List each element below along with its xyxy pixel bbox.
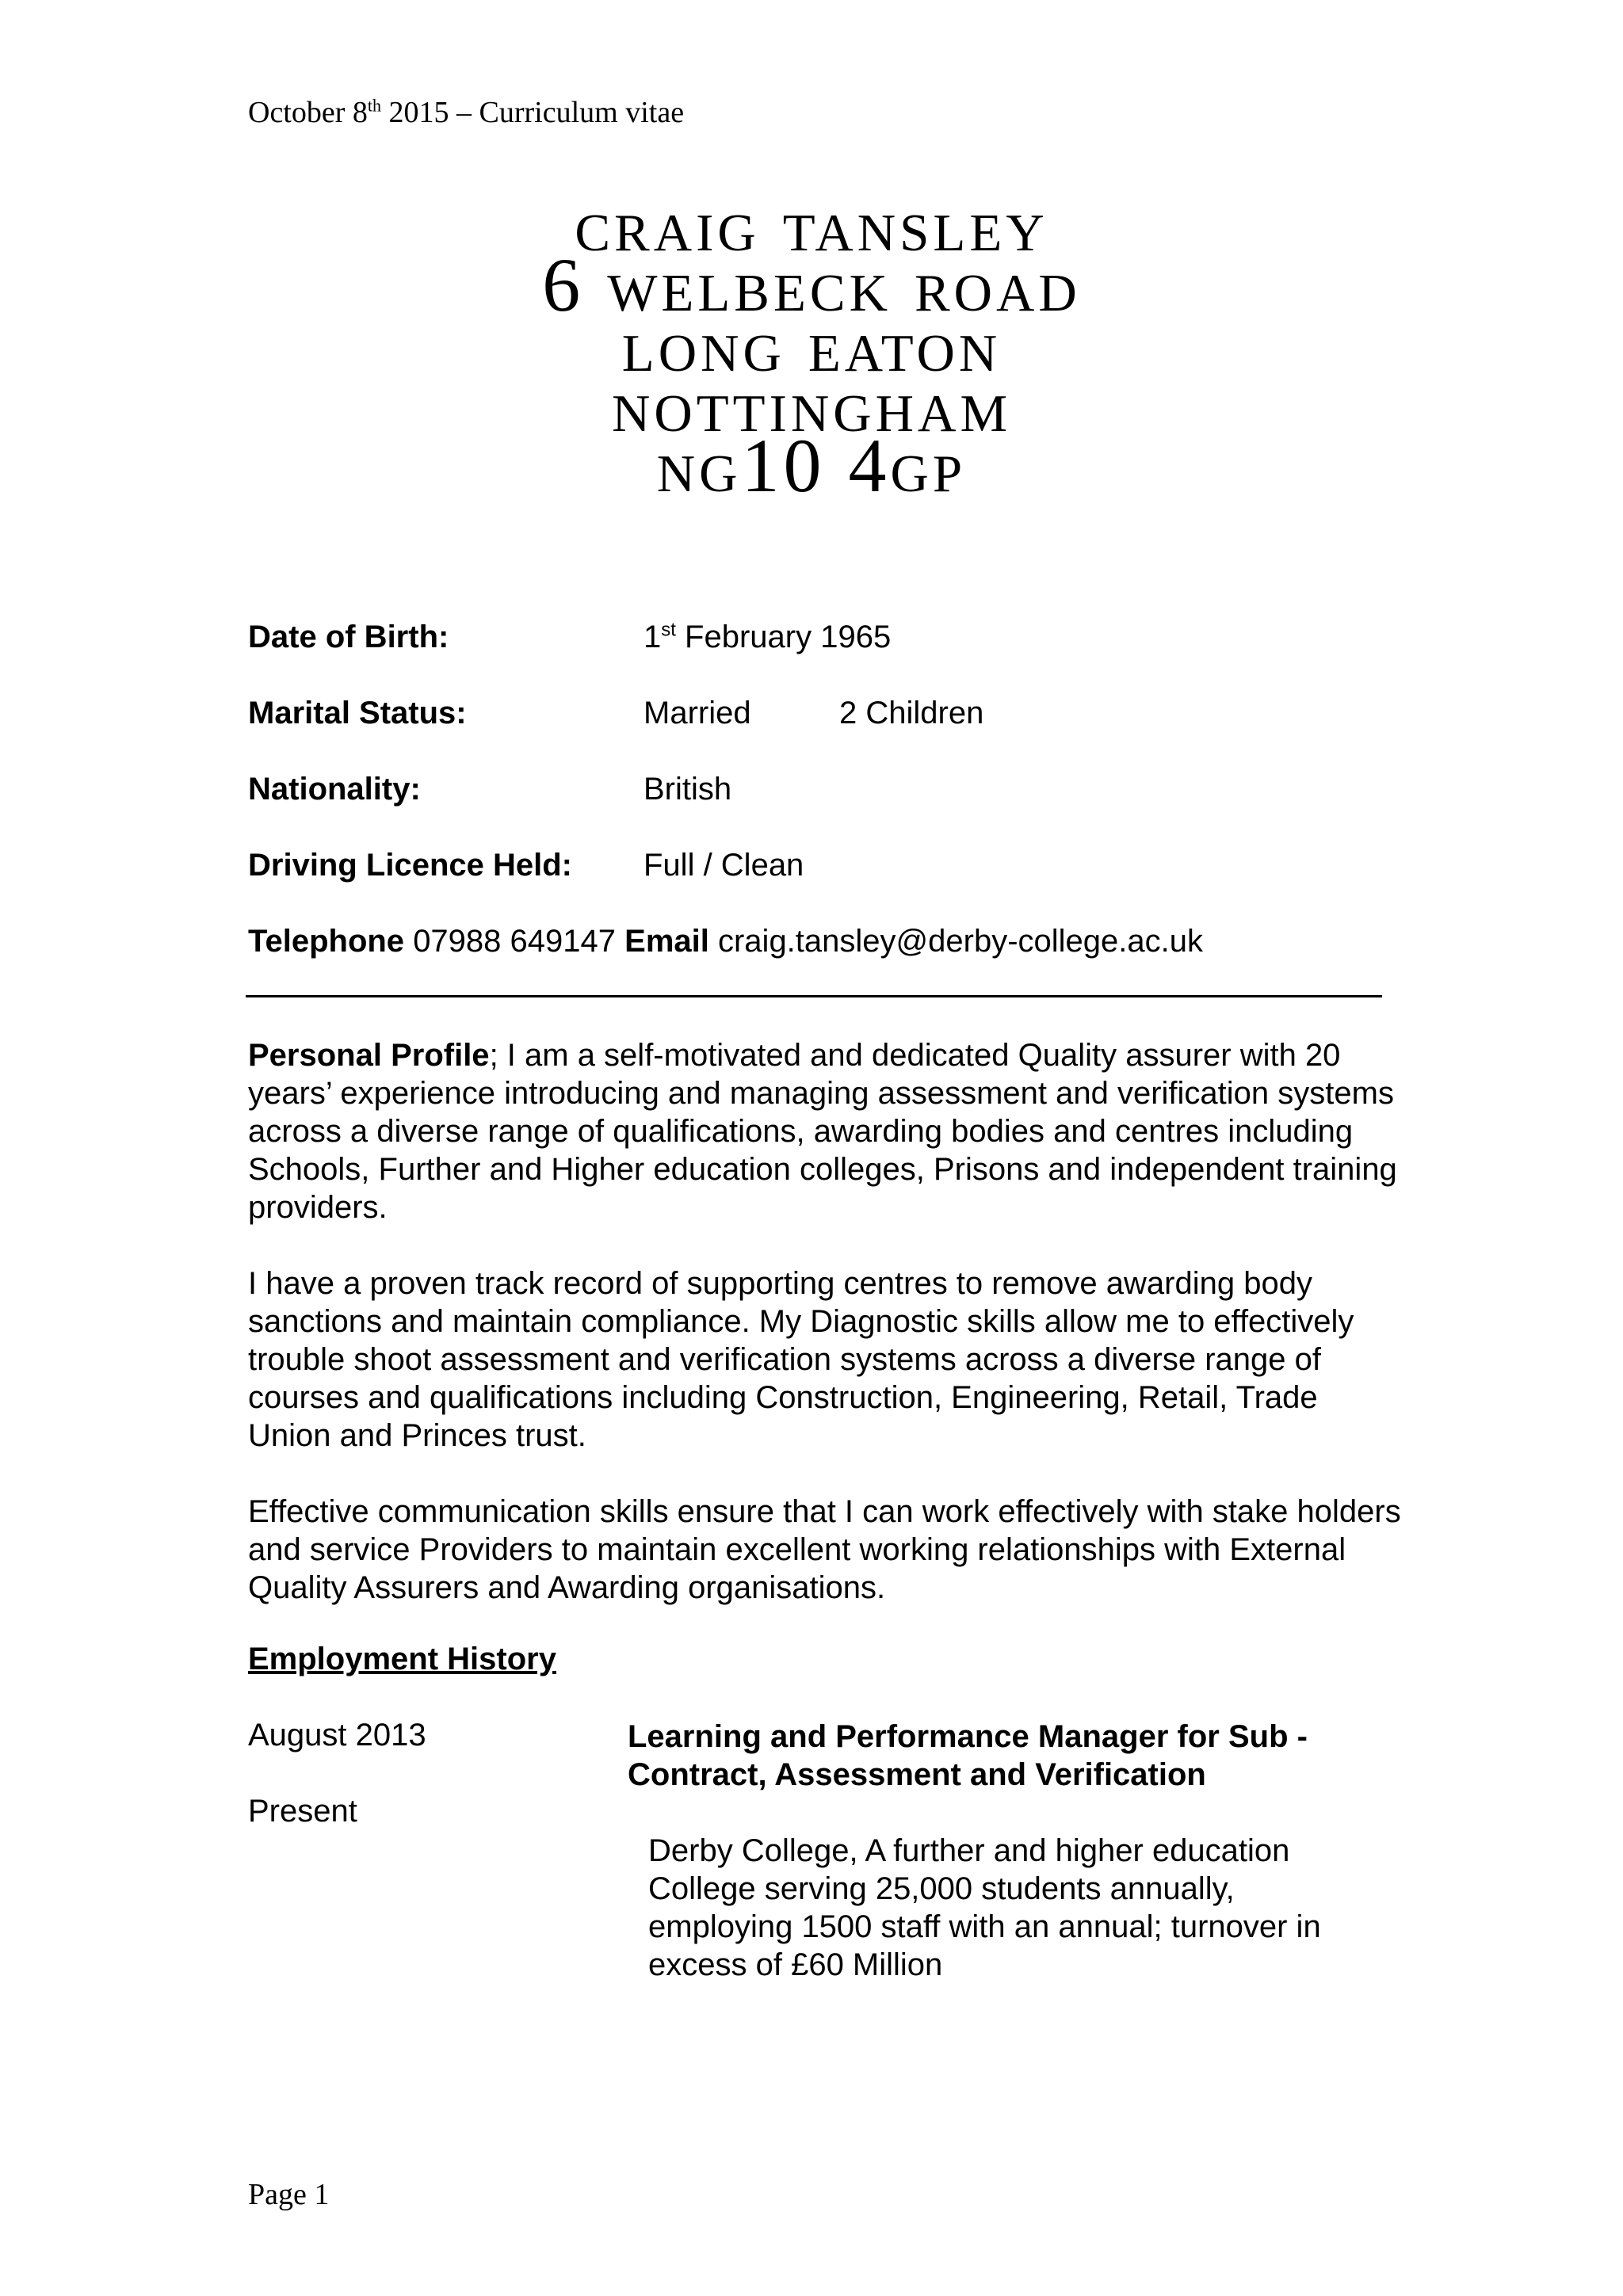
dob-value: 1st February 1965 bbox=[643, 619, 892, 654]
email-value: craig.tansley@derby-college.ac.uk bbox=[717, 924, 1203, 959]
telephone-value: 07988 649147 bbox=[413, 924, 617, 959]
profile-text-1: ; I am a self-motivated and dedicated Quality assurer with 20 years’ experience introducing and managing assessment and verification systems across a diverse range of qualifications, awarding bodies and centres including Schools, Further and Higher education colleges, Prisons and independent training providers. bbox=[248, 1038, 1397, 1225]
dob-ordinal: st bbox=[661, 619, 676, 641]
job-start-date: August 2013 bbox=[248, 1718, 426, 1753]
children-value: 2 Children bbox=[839, 696, 984, 730]
employment-heading: Employment History bbox=[248, 1642, 556, 1676]
nationality-label: Nationality: bbox=[248, 772, 421, 807]
job-description: Derby College, A further and higher education College serving 25,000 students annually, employing 1500 staff with an annual; turnover in excess of £60 Million bbox=[648, 1833, 1321, 1982]
job-end-date: Present bbox=[248, 1794, 357, 1829]
licence-label: Driving Licence Held: bbox=[248, 848, 572, 883]
nationality-value: British bbox=[643, 772, 732, 807]
dob-label: Date of Birth: bbox=[248, 620, 449, 654]
address-city: nottingham bbox=[611, 363, 1012, 448]
profile-paragraph-2: I have a proven track record of supporting centres to remove awarding body sanctions and maintain compliance. My Diagnostic skills allow me to effectively trouble shoot assessment and verification systems across a diverse range of courses and qualifications including Construction, Engineering, Retail, Trade Union and Princes trust. bbox=[248, 1266, 1354, 1453]
header-date-ordinal: th bbox=[367, 95, 382, 116]
profile-paragraph-1 bbox=[248, 1036, 1405, 1226]
job-title: Learning and Performance Manager for Sub - Contract, Assessment and Verification bbox=[628, 1719, 1308, 1792]
telephone-label: Telephone bbox=[248, 924, 405, 959]
profile-paragraph-3: Effective communication skills ensure that I can work effectively with stake holders and service Providers to maintain excellent working relationships with External Quality Assurers and Awarding organisations. bbox=[248, 1494, 1401, 1605]
marital-value: Married bbox=[643, 696, 751, 730]
address-street: 6 welbeck road bbox=[542, 242, 1081, 327]
address-block bbox=[0, 182, 1623, 508]
marital-label: Marital Status: bbox=[248, 696, 467, 730]
address-town: long eaton bbox=[621, 303, 1002, 387]
section-divider bbox=[246, 995, 1382, 997]
address-postcode: ng10 4gp bbox=[656, 423, 967, 508]
header-date: October 8 bbox=[248, 96, 368, 129]
document-header bbox=[248, 95, 684, 130]
page-number: Page 1 bbox=[248, 2178, 330, 2211]
email-label: Email bbox=[624, 924, 709, 959]
header-title: 2015 – Curriculum vitae bbox=[381, 96, 685, 129]
contact-line bbox=[248, 924, 1203, 959]
profile-label: Personal Profile bbox=[248, 1038, 490, 1073]
licence-value: Full / Clean bbox=[643, 848, 804, 883]
address-name: craig tansley bbox=[575, 182, 1048, 267]
